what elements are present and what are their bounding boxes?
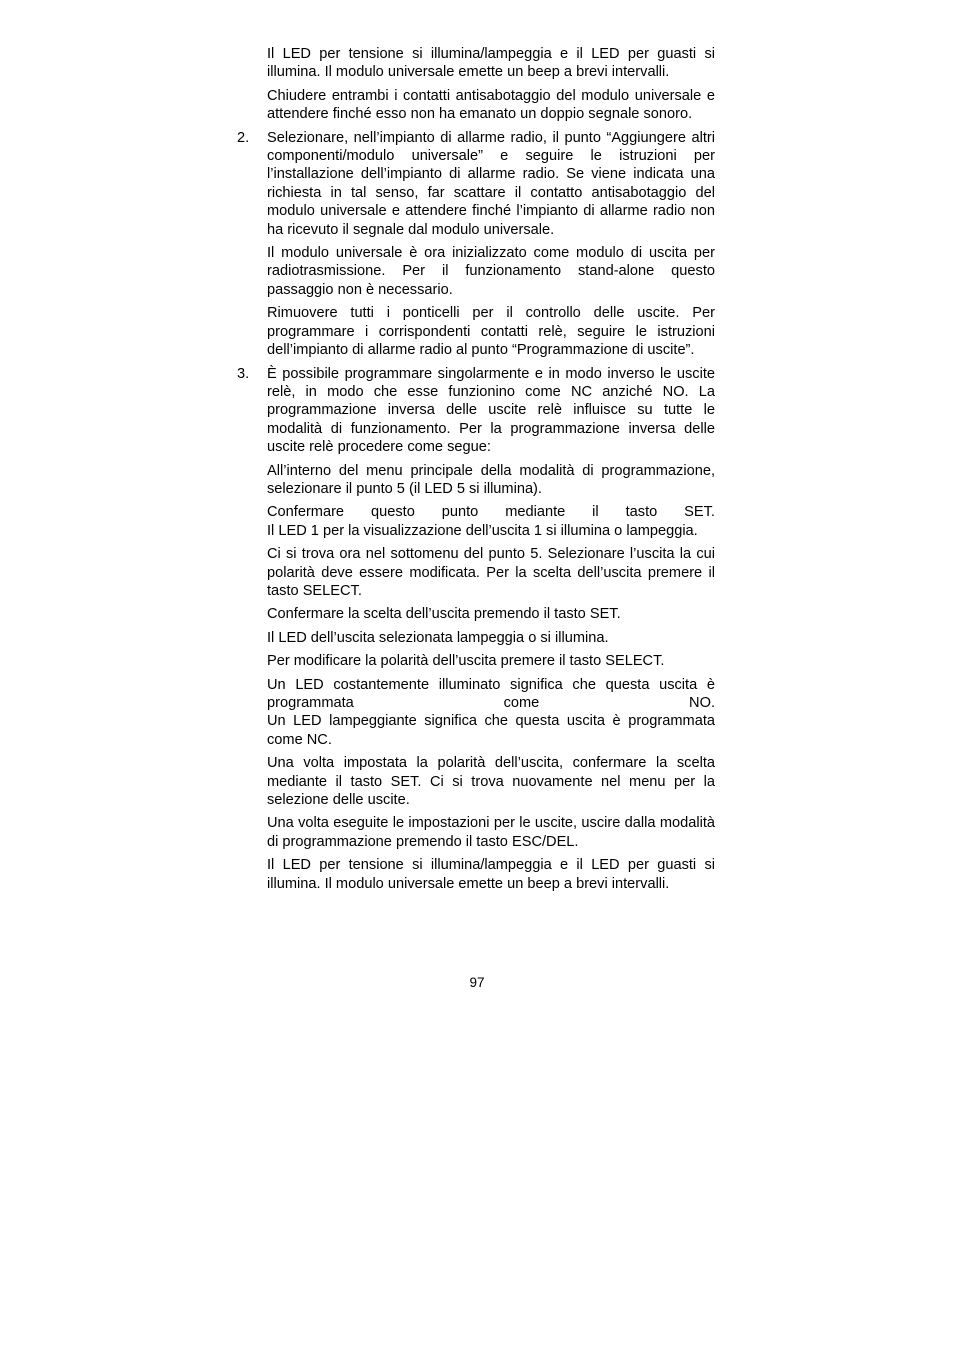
list-item-3 xyxy=(237,365,715,894)
page-content xyxy=(237,45,715,898)
item3-paragraph-4: Ci si trova ora nel sottomenu del punto 5. Selezionare l’uscita la cui polarità deve essere modificata. Per la scelta dell’uscita premere il tasto SELECT. xyxy=(267,546,715,599)
item3-paragraph-1: È possibile programmare singolarmente e in modo inverso le uscite relè, in modo che esse funzionino come NC anziché NO. La programmazione inversa delle uscite relè influisce su tutte le modalità di funzionamento. Per la programmazione inversa delle uscite relè procedere come segue: xyxy=(267,365,715,456)
item3-paragraph-10: Una volta eseguite le impostazioni per le uscite, uscire dalla modalità di programmazione premendo il tasto ESC/DEL. xyxy=(267,815,715,850)
list-item-2 xyxy=(237,129,715,360)
item3-paragraph-11: Il LED per tensione si illumina/lampeggia e il LED per guasti si illumina. Il modulo universale emette un beep a brevi intervalli. xyxy=(267,857,715,892)
item3-paragraph-8 xyxy=(267,676,715,750)
item3-paragraph-5: Confermare la scelta dell’uscita premendo il tasto SET. xyxy=(267,606,621,623)
list-number-2: 2. xyxy=(237,129,250,146)
item3-paragraph-3-line-2: Il LED 1 per la visualizzazione dell’uscita 1 si illumina o lampeggia. xyxy=(267,522,698,539)
item2-paragraph-2: Il modulo universale è ora inizializzato come modulo di uscita per radiotrasmissione. Per il funzionamento stand-alone questo passaggio non è necessario. xyxy=(267,245,715,298)
list-number-3: 3. xyxy=(237,365,250,382)
item3-paragraph-2: All’interno del menu principale della modalità di programmazione, selezionare il punto 5 (il LED 5 si illumina). xyxy=(267,462,715,497)
intro-paragraph-2: Chiudere entrambi i contatti antisabotaggio del modulo universale e attendere finché esso non ha emanato un doppio segnale sonoro. xyxy=(267,87,715,123)
intro-paragraph-1: Il LED per tensione si illumina/lampeggia e il LED per guasti si illumina. Il modulo universale emette un beep a brevi intervalli. xyxy=(267,46,715,81)
item3-paragraph-6: Il LED dell’uscita selezionata lampeggia o si illumina. xyxy=(267,629,609,646)
item2-paragraph-1: Selezionare, nell’impianto di allarme radio, il punto “Aggiungere altri componenti/modulo universale” e seguire le istruzioni per l’installazione dell’impianto di allarme radio. Se viene indicata una richiesta in tal senso, far scattare il contatto antisabotaggio del modulo universale e attendere finché l’impianto di allarme radio non ha ricevuto il segnale dal modulo universale. xyxy=(267,129,715,238)
page-number: 97 xyxy=(469,975,485,990)
item3-paragraph-9: Una volta impostata la polarità dell’uscita, confermare la scelta mediante il tasto SET. Ci si trova nuovamente nel menu per la selezione delle uscite. xyxy=(267,755,715,809)
item3-paragraph-8-line-2: Un LED lampeggiante significa che questa uscita è programmata come NC. xyxy=(267,713,715,748)
item2-paragraph-3: Rimuovere tutti i ponticelli per il controllo delle uscite. Per programmare i corrispondenti contatti relè, seguire le istruzioni dell’impianto di allarme radio al punto “Programmazione di uscite”. xyxy=(267,305,715,359)
item3-paragraph-8-line-1: Un LED costantemente illuminato significa che questa uscita è programmata come NO. xyxy=(267,676,715,711)
item3-paragraph-3-line-1: Confermare questo punto mediante il tasto SET. xyxy=(267,504,715,521)
item3-paragraph-7: Per modificare la polarità dell’uscita premere il tasto SELECT. xyxy=(267,653,665,670)
item3-paragraph-3 xyxy=(267,503,715,540)
